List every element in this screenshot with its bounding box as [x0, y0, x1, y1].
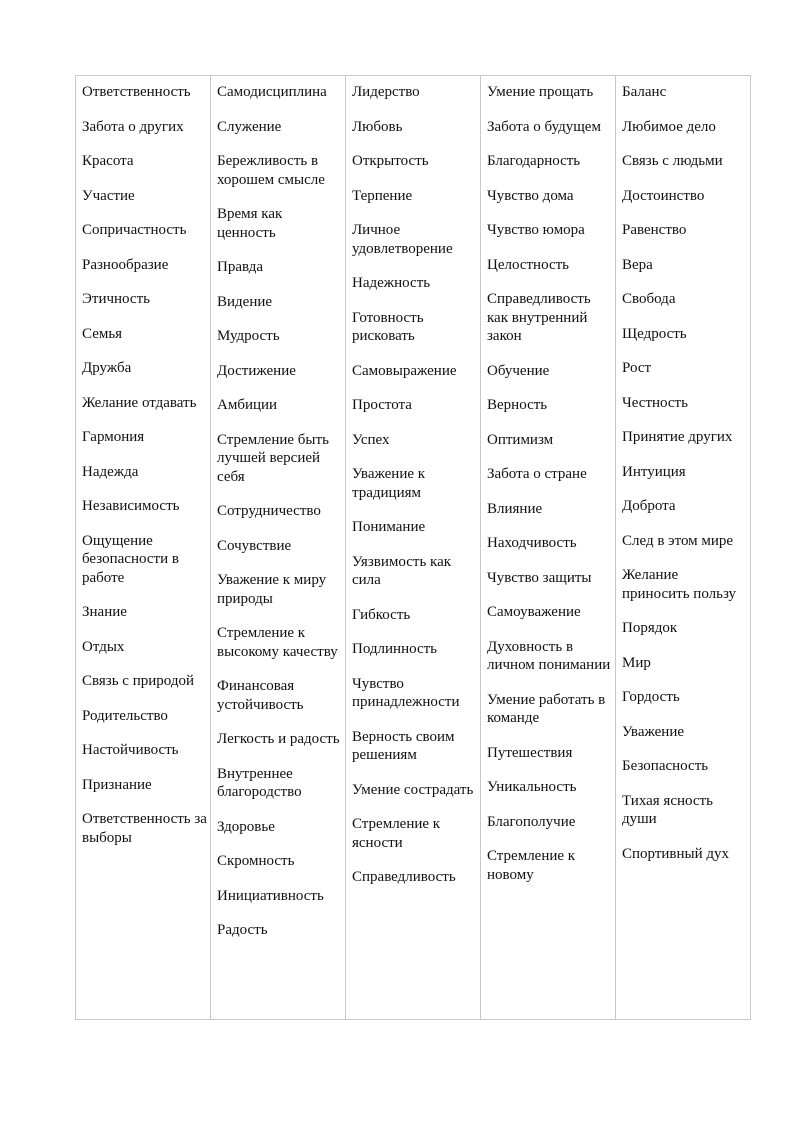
value-item: Забота о будущем [487, 118, 601, 135]
value-item: Стремление к ясности [352, 816, 441, 851]
value-item: Отдых [82, 638, 125, 655]
value-item: Радость [217, 922, 268, 938]
value-list [487, 83, 615, 884]
value-item: Духовность в личном понимании [487, 638, 611, 673]
value-item: Участие [82, 187, 135, 204]
value-item: Красота [82, 153, 134, 169]
value-item: Этичность [82, 291, 150, 307]
values-table [75, 75, 751, 1020]
value-item: Путешествия [487, 744, 573, 761]
value-item: Личное удовлетворение [352, 222, 453, 257]
value-item: Сочувствие [217, 537, 292, 554]
value-item: Правда [217, 259, 263, 275]
value-item: Родительство [82, 707, 168, 724]
value-item: Настойчивость [82, 742, 179, 758]
table-row [76, 76, 751, 1020]
value-item: Любимое дело [622, 118, 716, 135]
value-item: Любовь [352, 118, 403, 135]
value-item: Гордость [622, 689, 680, 705]
value-item: Стремление к новому [487, 848, 576, 883]
value-item: Стремление к высокому качеству [217, 625, 338, 660]
value-item: Достоинство [622, 187, 705, 204]
value-item: Успех [352, 431, 390, 448]
column-2 [211, 76, 346, 1020]
value-item: Инициативность [217, 887, 324, 904]
value-item: Оптимизм [487, 431, 554, 448]
value-item: Стремление быть лучшей версией себя [217, 431, 329, 485]
value-item: Благодарность [487, 153, 581, 169]
value-item: Разнообразие [82, 256, 169, 273]
value-item: Верность [487, 397, 548, 413]
value-item: Внутреннее благородство [217, 765, 302, 800]
value-item: Порядок [622, 620, 678, 636]
value-item: Финансовая устойчивость [217, 678, 304, 713]
value-item: Сотрудничество [217, 503, 321, 519]
value-item: Благополучие [487, 813, 576, 830]
value-item: Ответственность за выборы [82, 811, 207, 846]
value-item: Здоровье [217, 818, 275, 835]
value-item: Умение работать в команде [487, 691, 606, 726]
value-item: Надежность [352, 275, 431, 291]
value-item: Находчивость [487, 535, 577, 551]
value-item: Обучение [487, 362, 550, 379]
value-item: Признание [82, 776, 152, 793]
value-list [622, 83, 750, 863]
value-item: Баланс [622, 84, 667, 100]
value-list [217, 83, 345, 940]
value-item: След в этом мире [622, 532, 734, 549]
value-item: Видение [217, 293, 273, 310]
value-item: Дружба [82, 360, 132, 376]
value-item: Скромность [217, 853, 295, 869]
value-item: Умение прощать [487, 84, 594, 100]
value-item: Легкость и радость [217, 731, 340, 747]
value-item: Достижение [217, 362, 296, 379]
value-item: Амбиции [217, 397, 278, 413]
value-item: Верность своим решениям [352, 728, 455, 763]
value-item: Связь с природой [82, 673, 194, 689]
value-item: Уважение к традициям [352, 466, 426, 501]
value-item: Надежда [82, 463, 139, 480]
value-item: Ответственность [82, 84, 191, 100]
value-item: Уязвимость как сила [352, 553, 452, 588]
column-4 [481, 76, 616, 1020]
value-item: Гармония [82, 429, 145, 445]
value-item: Умение сострадать [352, 781, 474, 798]
value-item: Чувство юмора [487, 222, 585, 238]
value-item: Справедливость как внутренний закон [487, 291, 591, 344]
value-item: Время как ценность [217, 206, 283, 241]
value-item: Готовность рисковать [352, 309, 424, 344]
value-item: Рост [622, 360, 652, 376]
value-item: Влияние [487, 500, 543, 517]
value-item: Желание отдавать [82, 394, 197, 411]
value-item: Уважение к миру природы [217, 572, 327, 607]
value-item: Честность [622, 394, 688, 411]
value-item: Желание приносить пользу [622, 567, 737, 602]
value-item: Свобода [622, 291, 676, 307]
value-item: Мудрость [217, 328, 280, 344]
column-3 [346, 76, 481, 1020]
value-item: Независимость [82, 498, 180, 514]
value-item: Равенство [622, 222, 687, 238]
value-item: Спортивный дух [622, 845, 730, 862]
value-item: Уникальность [487, 779, 577, 795]
value-item: Простота [352, 397, 412, 413]
value-item: Связь с людьми [622, 153, 723, 169]
value-item: Лидерство [352, 84, 420, 100]
value-item: Забота о стране [487, 466, 587, 482]
value-item: Самодисциплина [217, 84, 327, 100]
value-item: Целостность [487, 256, 570, 273]
column-5 [616, 76, 751, 1020]
value-item: Сопричастность [82, 222, 187, 238]
value-item: Вера [622, 256, 653, 273]
value-list [352, 83, 480, 887]
value-item: Уважение [622, 723, 685, 740]
value-item: Справедливость [352, 869, 456, 885]
value-list [82, 83, 210, 847]
value-item: Служение [217, 118, 282, 135]
value-item: Семья [82, 325, 123, 342]
value-item: Принятие других [622, 429, 733, 445]
value-item: Мир [622, 654, 651, 671]
value-item: Чувство дома [487, 187, 574, 204]
value-item: Щедрость [622, 325, 687, 342]
value-item: Чувство защиты [487, 569, 592, 586]
value-item: Тихая ясность души [622, 792, 713, 827]
value-item: Самовыражение [352, 362, 457, 379]
value-item: Терпение [352, 187, 413, 204]
column-1 [76, 76, 211, 1020]
value-item: Понимание [352, 519, 426, 535]
value-item: Ощущение безопасности в работе [82, 532, 179, 586]
value-item: Самоуважение [487, 604, 581, 620]
value-item: Бережливость в хорошем смысле [217, 153, 325, 188]
value-item: Знание [82, 604, 127, 620]
value-item: Подлинность [352, 641, 438, 657]
value-item: Безопасность [622, 758, 709, 774]
value-item: Забота о других [82, 118, 184, 135]
value-item: Доброта [622, 498, 676, 514]
value-item: Гибкость [352, 606, 411, 623]
value-item: Интуиция [622, 463, 686, 480]
value-item: Чувство принадлежности [352, 675, 460, 710]
value-item: Открытость [352, 153, 429, 169]
